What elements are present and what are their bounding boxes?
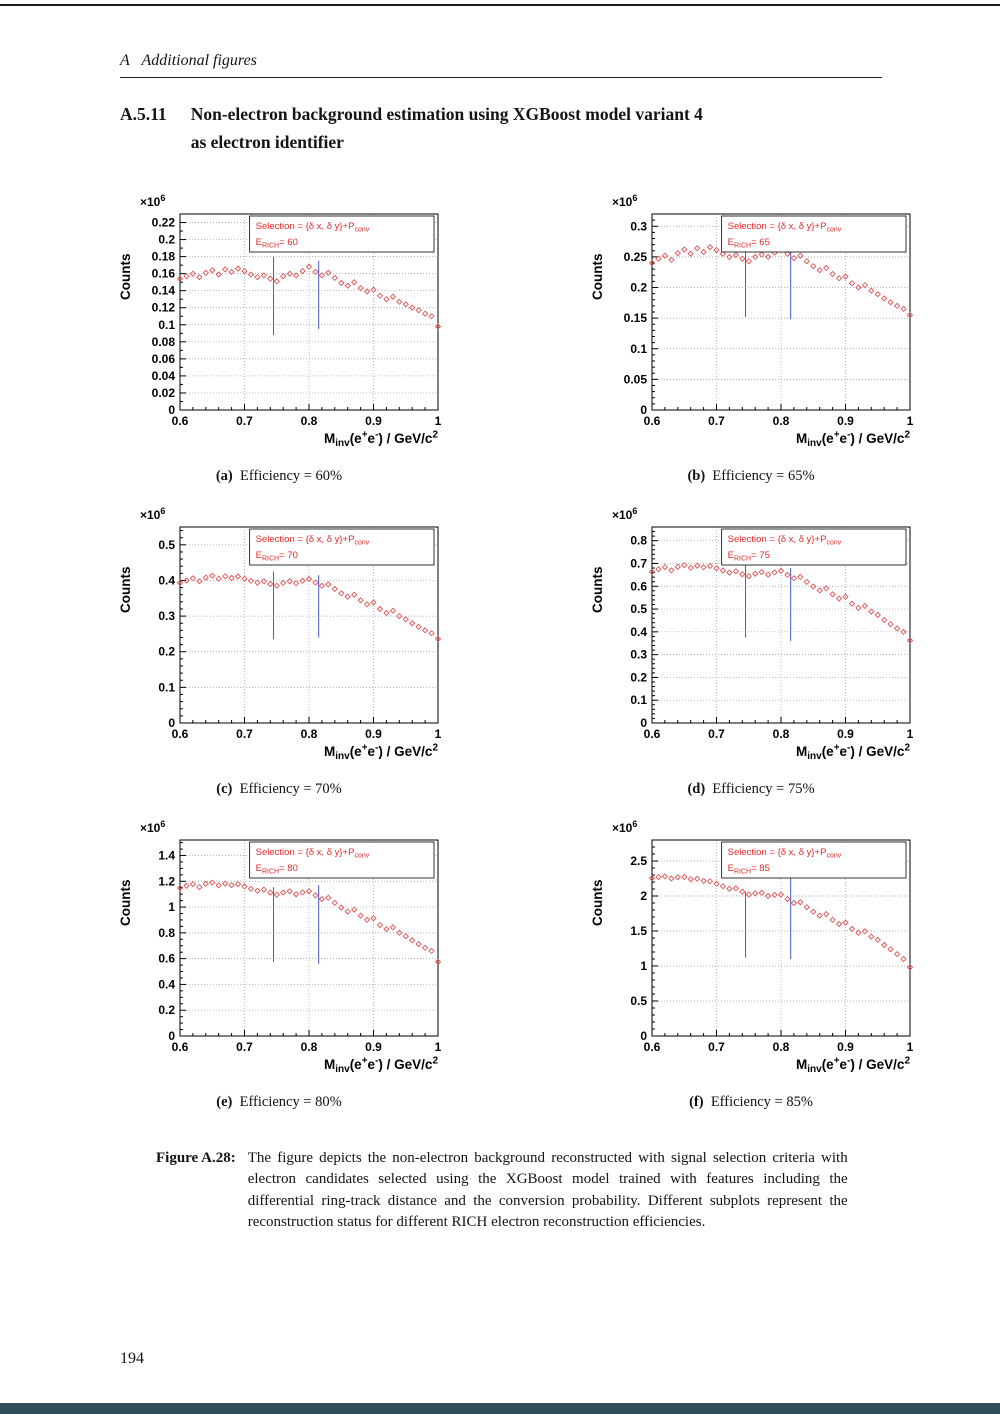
legend-line-selection: Selection = {δ x, δ $y\}+P_{conv}$ bbox=[727, 221, 842, 234]
subfigure-caption-text: Efficiency = 65% bbox=[705, 468, 815, 484]
subfigure-caption-label: (d) bbox=[687, 781, 706, 797]
subfigure-caption bbox=[687, 468, 814, 485]
svg-text:0: 0 bbox=[640, 716, 647, 730]
svg-text:0.8: 0.8 bbox=[300, 727, 318, 741]
figure-grid bbox=[114, 186, 916, 1111]
subfigure-c bbox=[114, 499, 444, 798]
subfigure-caption-text: Efficiency = 85% bbox=[703, 1094, 813, 1110]
svg-text:0.3: 0.3 bbox=[630, 647, 647, 662]
svg-text:0.7: 0.7 bbox=[236, 1040, 253, 1054]
x-axis-title: $M_{inv}(e^+e^-) / GeV/c^2$ bbox=[795, 429, 910, 450]
legend bbox=[722, 842, 906, 878]
axis-multiplier: $\times 10^6$ bbox=[140, 192, 166, 209]
svg-text:0.9: 0.9 bbox=[837, 414, 854, 428]
legend-line-efficiency: $E_{RICH}= 65$ bbox=[727, 237, 770, 250]
legend-line-selection: Selection = {δ x, δ $y\}+P_{conv}$ bbox=[255, 534, 370, 547]
legend bbox=[250, 529, 434, 565]
svg-text:0.18: 0.18 bbox=[151, 249, 175, 264]
svg-text:0.6: 0.6 bbox=[643, 414, 661, 428]
svg-text:2.5: 2.5 bbox=[630, 854, 647, 868]
vertical-marker-lines bbox=[746, 879, 791, 960]
svg-text:0: 0 bbox=[640, 1029, 647, 1043]
svg-text:0.06: 0.06 bbox=[151, 351, 175, 366]
figure-caption bbox=[156, 1148, 848, 1233]
svg-text:0.2: 0.2 bbox=[158, 232, 175, 247]
svg-text:0: 0 bbox=[640, 403, 647, 417]
plot-e bbox=[114, 812, 444, 1076]
figure-caption-label: Figure A.28: bbox=[156, 1150, 236, 1166]
legend-line-efficiency: $E_{RICH}= 60$ bbox=[255, 237, 298, 250]
section-number: A.5.11 bbox=[120, 104, 167, 124]
svg-text:0.7: 0.7 bbox=[708, 727, 725, 741]
axis-tick-labels bbox=[158, 538, 441, 741]
y-axis-title: Counts bbox=[590, 879, 605, 926]
svg-text:0.9: 0.9 bbox=[365, 727, 382, 741]
axis-multiplier: $\times 10^6$ bbox=[140, 505, 166, 522]
svg-text:0.6: 0.6 bbox=[171, 1040, 189, 1054]
svg-text:0.6: 0.6 bbox=[171, 414, 189, 428]
x-axis-title: $M_{inv}(e^+e^-) / GeV/c^2$ bbox=[323, 742, 438, 763]
subfigure-caption bbox=[216, 1094, 341, 1111]
y-axis-title: Counts bbox=[590, 566, 605, 613]
section-title bbox=[191, 100, 703, 156]
svg-text:0.2: 0.2 bbox=[158, 644, 175, 659]
svg-text:0.6: 0.6 bbox=[171, 727, 189, 741]
svg-text:0.7: 0.7 bbox=[236, 727, 253, 741]
section-title-line2: as electron identifier bbox=[190, 132, 344, 152]
legend bbox=[250, 216, 434, 252]
y-axis-title: Counts bbox=[118, 879, 133, 926]
svg-text:0.2: 0.2 bbox=[630, 280, 647, 295]
x-axis-title: $M_{inv}(e^+e^-) / GeV/c^2$ bbox=[323, 1055, 438, 1076]
svg-text:0.2: 0.2 bbox=[630, 670, 647, 685]
svg-text:0.5: 0.5 bbox=[158, 537, 175, 552]
svg-text:0.2: 0.2 bbox=[158, 1003, 175, 1018]
svg-text:0.8: 0.8 bbox=[300, 414, 318, 428]
svg-text:1.5: 1.5 bbox=[630, 924, 647, 938]
subfigure-f bbox=[586, 812, 916, 1111]
axis-multiplier: $\times 10^6$ bbox=[140, 818, 166, 835]
subfigure-caption-text: Efficiency = 75% bbox=[705, 781, 815, 797]
legend-line-selection: Selection = {δ x, δ $y\}+P_{conv}$ bbox=[255, 847, 370, 860]
axis-tick-labels bbox=[630, 854, 913, 1054]
svg-text:0.14: 0.14 bbox=[151, 283, 175, 298]
header-rule bbox=[120, 77, 882, 78]
svg-text:0: 0 bbox=[168, 1029, 175, 1043]
subfigure-caption-text: Efficiency = 60% bbox=[232, 468, 343, 484]
svg-text:0.8: 0.8 bbox=[772, 727, 790, 741]
subfigure-caption-label: (b) bbox=[687, 468, 706, 484]
subfigure-caption bbox=[216, 781, 341, 798]
svg-text:0.15: 0.15 bbox=[623, 311, 647, 326]
legend bbox=[722, 216, 906, 252]
svg-text:0: 0 bbox=[168, 403, 175, 417]
legend-line-selection: Selection = {δ x, δ $y\}+P_{conv}$ bbox=[727, 847, 842, 860]
svg-text:0.3: 0.3 bbox=[158, 609, 175, 624]
vertical-marker-lines bbox=[746, 563, 791, 640]
svg-text:0.6: 0.6 bbox=[158, 951, 175, 966]
subfigure-caption bbox=[216, 468, 342, 485]
plot-c bbox=[114, 499, 444, 763]
svg-text:0.6: 0.6 bbox=[630, 579, 647, 594]
plot-a bbox=[114, 186, 444, 450]
data-markers bbox=[178, 573, 441, 641]
svg-text:0.7: 0.7 bbox=[708, 414, 725, 428]
x-axis-title: $M_{inv}(e^+e^-) / GeV/c^2$ bbox=[323, 429, 438, 450]
running-header-text: A Additional figures bbox=[120, 52, 257, 69]
data-markers bbox=[650, 245, 913, 318]
svg-text:1: 1 bbox=[168, 900, 175, 915]
bottom-bar bbox=[0, 1403, 1000, 1414]
subfigure-b bbox=[586, 186, 916, 485]
svg-text:0.1: 0.1 bbox=[630, 693, 647, 708]
svg-text:1.4: 1.4 bbox=[158, 848, 175, 863]
svg-text:0.16: 0.16 bbox=[151, 266, 175, 281]
legend-line-selection: Selection = {δ x, δ $y\}+P_{conv}$ bbox=[255, 221, 370, 234]
svg-text:0.9: 0.9 bbox=[837, 727, 854, 741]
svg-text:0.7: 0.7 bbox=[236, 414, 253, 428]
x-axis-title: $M_{inv}(e^+e^-) / GeV/c^2$ bbox=[795, 742, 910, 763]
svg-text:0.04: 0.04 bbox=[151, 368, 175, 383]
axis-tick-labels bbox=[158, 848, 441, 1054]
legend-line-selection: Selection = {δ x, δ $y\}+P_{conv}$ bbox=[727, 534, 842, 547]
legend-line-efficiency: $E_{RICH}= 75$ bbox=[727, 550, 770, 563]
svg-text:0.5: 0.5 bbox=[630, 994, 647, 1008]
vertical-marker-lines bbox=[274, 257, 319, 335]
svg-text:0.4: 0.4 bbox=[158, 977, 175, 992]
svg-text:0.9: 0.9 bbox=[365, 414, 382, 428]
svg-text:0.9: 0.9 bbox=[837, 1040, 854, 1054]
x-axis-title: $M_{inv}(e^+e^-) / GeV/c^2$ bbox=[795, 1055, 910, 1076]
svg-text:0.12: 0.12 bbox=[151, 300, 175, 315]
svg-text:0.4: 0.4 bbox=[158, 573, 175, 588]
subfigure-caption-label: (e) bbox=[216, 1094, 233, 1110]
y-axis-title: Counts bbox=[118, 253, 133, 300]
svg-text:0.8: 0.8 bbox=[630, 533, 647, 548]
axis-multiplier: $\times 10^6$ bbox=[612, 505, 638, 522]
svg-text:1: 1 bbox=[434, 414, 442, 428]
svg-text:1: 1 bbox=[640, 959, 647, 973]
svg-text:0.02: 0.02 bbox=[151, 385, 175, 400]
subfigure-caption bbox=[689, 1094, 813, 1111]
subfigure-caption-label: (f) bbox=[689, 1094, 704, 1110]
svg-text:0.1: 0.1 bbox=[630, 341, 647, 356]
svg-text:0.1: 0.1 bbox=[158, 680, 175, 695]
svg-text:0.3: 0.3 bbox=[630, 219, 647, 234]
svg-text:0.4: 0.4 bbox=[630, 624, 647, 639]
svg-text:0.8: 0.8 bbox=[300, 1040, 318, 1054]
running-header bbox=[120, 52, 882, 78]
svg-text:1: 1 bbox=[434, 1040, 442, 1054]
y-axis-title: Counts bbox=[118, 566, 133, 613]
plot-d bbox=[586, 499, 916, 763]
legend-line-efficiency: $E_{RICH}= 70$ bbox=[255, 550, 298, 563]
figure-caption-text: The figure depicts the non-electron background reconstructed with signal selection criteria with electron candidates selected using the XGBoost model trained with features including the differential ring-track distance and the conversion probability. Different subplots represent the reconstruction status for different RICH electron reconstruction efficiencies. bbox=[247, 1150, 848, 1230]
svg-text:0.8: 0.8 bbox=[772, 1040, 790, 1054]
section-heading bbox=[120, 100, 703, 156]
svg-text:0.8: 0.8 bbox=[158, 925, 175, 940]
page-number: 194 bbox=[120, 1350, 144, 1367]
axis-multiplier: $\times 10^6$ bbox=[612, 192, 638, 209]
svg-text:0.5: 0.5 bbox=[630, 602, 647, 617]
plot-f bbox=[586, 812, 916, 1076]
svg-text:1.2: 1.2 bbox=[158, 874, 175, 889]
subfigure-caption-label: (c) bbox=[216, 781, 233, 797]
y-axis-title: Counts bbox=[590, 253, 605, 300]
subfigure-a bbox=[114, 186, 444, 485]
svg-text:0.9: 0.9 bbox=[365, 1040, 382, 1054]
subfigure-d bbox=[586, 499, 916, 798]
plot-b bbox=[586, 186, 916, 450]
vertical-marker-lines bbox=[274, 572, 319, 640]
legend bbox=[722, 529, 906, 565]
svg-text:0.6: 0.6 bbox=[643, 727, 661, 741]
svg-text:1: 1 bbox=[906, 727, 914, 741]
legend-line-efficiency: $E_{RICH}= 85$ bbox=[727, 863, 770, 876]
svg-text:0.1: 0.1 bbox=[158, 317, 175, 332]
svg-text:0.08: 0.08 bbox=[151, 334, 175, 349]
svg-text:0.22: 0.22 bbox=[151, 215, 175, 230]
axis-multiplier: $\times 10^6$ bbox=[612, 818, 638, 835]
legend bbox=[250, 842, 434, 878]
svg-text:0.25: 0.25 bbox=[623, 249, 647, 264]
svg-text:0.6: 0.6 bbox=[643, 1040, 661, 1054]
subfigure-caption-text: Efficiency = 80% bbox=[232, 1094, 342, 1110]
svg-text:1: 1 bbox=[434, 727, 442, 741]
svg-text:0.7: 0.7 bbox=[708, 1040, 725, 1054]
svg-text:0.8: 0.8 bbox=[772, 414, 790, 428]
svg-text:0.7: 0.7 bbox=[630, 556, 647, 571]
subfigure-caption-text: Efficiency = 70% bbox=[232, 781, 342, 797]
svg-text:2: 2 bbox=[640, 889, 647, 903]
svg-text:0: 0 bbox=[168, 716, 175, 730]
svg-text:1: 1 bbox=[906, 1040, 914, 1054]
subfigure-caption-label: (a) bbox=[215, 468, 233, 484]
top-rule bbox=[0, 4, 1000, 6]
subfigure-caption bbox=[687, 781, 814, 798]
section-title-line1: Non-electron background estimation using XGBoost model variant 4 bbox=[190, 104, 703, 124]
svg-text:0.05: 0.05 bbox=[623, 372, 647, 387]
subfigure-e bbox=[114, 812, 444, 1111]
legend-line-efficiency: $E_{RICH}= 80$ bbox=[255, 863, 298, 876]
svg-text:1: 1 bbox=[906, 414, 914, 428]
